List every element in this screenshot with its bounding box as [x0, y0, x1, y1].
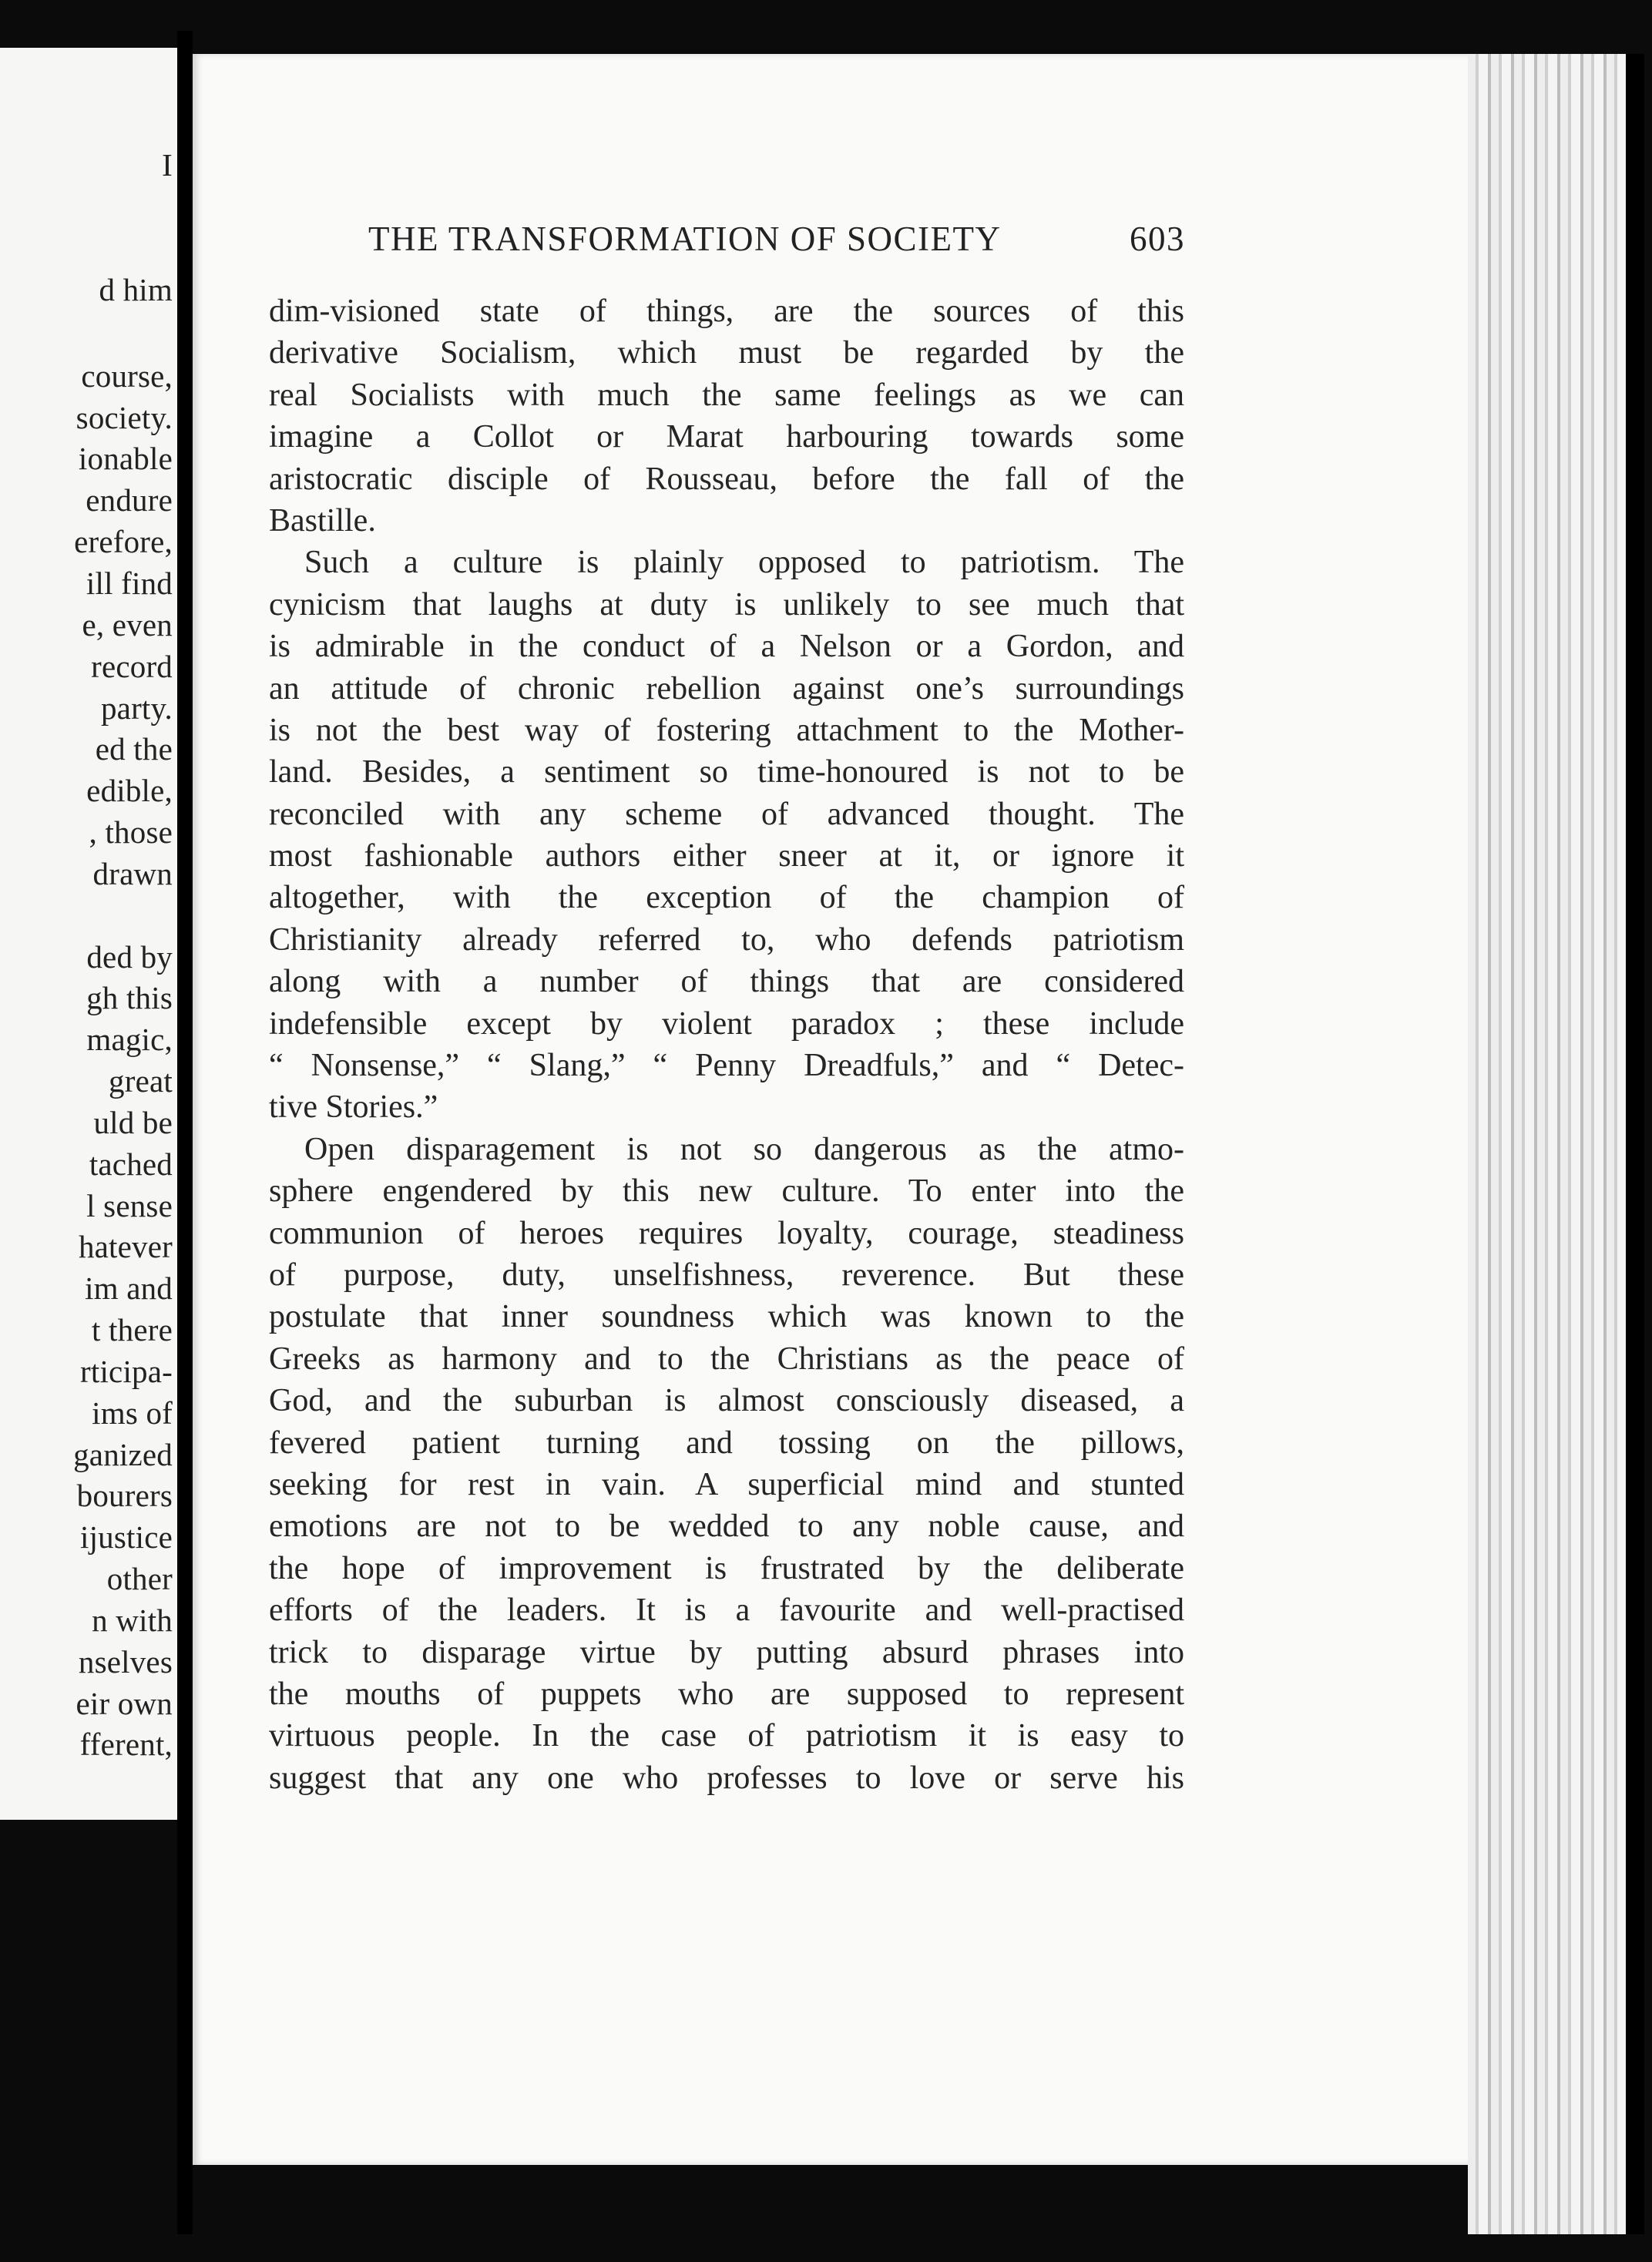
text-line: trick to disparage virtue by putting absurd phrases into	[269, 1634, 1184, 1670]
left-page-line: tached	[89, 1146, 173, 1182]
previous-page-fragment	[0, 48, 177, 1820]
left-page-line: , those	[89, 814, 173, 850]
left-page-line: d him	[99, 272, 173, 307]
left-page-line: drawn	[92, 856, 173, 891]
left-page-line: edible,	[86, 773, 173, 808]
left-page-line: bourers	[76, 1478, 173, 1513]
text-line: real Socialists with much the same feelings as we can	[269, 377, 1184, 413]
text-line: altogether, with the exception of the champion of	[269, 880, 1184, 916]
text-line: communion of heroes requires loyalty, courage, steadiness	[269, 1215, 1184, 1251]
left-page-line: l sense	[86, 1188, 173, 1223]
left-page-line: society.	[76, 400, 173, 435]
left-page-line: nselves	[78, 1644, 173, 1680]
left-page-line: great	[109, 1063, 173, 1099]
text-line: indefensible except by violent paradox ; these include	[269, 1005, 1184, 1042]
left-page-line: magic,	[86, 1022, 173, 1057]
left-page-line: I	[162, 147, 173, 183]
left-page-line: e, even	[82, 607, 173, 643]
text-line: sphere engendered by this new culture. To enter into the	[269, 1173, 1184, 1210]
left-page-line: endure	[86, 482, 173, 518]
left-page-line: uld be	[93, 1105, 173, 1140]
text-line: land. Besides, a sentiment so time-honoured is not to be	[269, 754, 1184, 790]
left-page-line: rticipa-	[80, 1354, 173, 1389]
body-text	[269, 290, 1184, 1799]
left-page-line: eir own	[76, 1686, 173, 1721]
text-line: dim-visioned state of things, are the sources of this	[269, 294, 1184, 329]
running-head	[368, 219, 1185, 265]
text-line: Greeks as harmony and to the Christians as the peace of	[269, 1341, 1184, 1377]
text-line: aristocratic disciple of Rousseau, before the fall of the	[269, 461, 1184, 497]
text-line: of purpose, duty, unselfishness, reverence. But these	[269, 1257, 1184, 1293]
left-page-line: fferent,	[79, 1727, 173, 1762]
left-page-line: erefore,	[74, 524, 173, 559]
text-line: emotions are not to be wedded to any noble cause, and	[269, 1509, 1184, 1545]
text-line: Open disparagement is not so dangerous as the atmo-	[304, 1131, 1184, 1167]
text-line: Bastille.	[269, 502, 376, 539]
left-page-line: other	[106, 1561, 173, 1596]
text-line: fevered patient turning and tossing on the pillows,	[269, 1425, 1184, 1461]
text-line: the hope of improvement is frustrated by the deliberate	[269, 1550, 1184, 1586]
left-page-line: hatever	[78, 1229, 173, 1264]
left-page-line: n with	[92, 1603, 173, 1638]
text-line: cynicism that laughs at duty is unlikely to see much that	[269, 586, 1184, 623]
page-number: 603	[1130, 220, 1185, 258]
text-line: Christianity already referred to, who defends patriotism	[269, 921, 1184, 958]
text-line: “ Nonsense,” “ Slang,” “ Penny Dreadfuls,” and “ Detec-	[269, 1048, 1184, 1084]
text-line: an attitude of chronic rebellion against one’s surroundings	[269, 670, 1184, 706]
text-line: is admirable in the conduct of a Nelson or a Gordon, and	[269, 629, 1184, 665]
text-line: reconciled with any scheme of advanced thought. The	[269, 796, 1184, 832]
text-line: God, and the suburban is almost consciously diseased, a	[269, 1383, 1184, 1419]
text-line: Such a culture is plainly opposed to patriotism. The	[304, 545, 1184, 581]
running-title: THE TRANSFORMATION OF SOCIETY	[368, 220, 1002, 258]
text-line: suggest that any one who professes to love or serve his	[269, 1760, 1184, 1796]
left-page-line: ganized	[73, 1437, 173, 1472]
text-line: derivative Socialism, which must be regarded by the	[269, 335, 1184, 371]
left-page-line: ionable	[78, 441, 173, 476]
text-line: most fashionable authors either sneer at it, or ignore it	[269, 838, 1184, 874]
text-line: virtuous people. In the case of patriotism it is easy to	[269, 1718, 1184, 1754]
left-page-line: ded by	[86, 939, 173, 975]
left-page-line: course,	[81, 358, 173, 394]
text-line: imagine a Collot or Marat harbouring towards some	[269, 419, 1184, 455]
text-line: the mouths of puppets who are supposed to represent	[269, 1676, 1184, 1712]
left-page-line: im and	[85, 1270, 173, 1306]
page-edges	[1468, 54, 1626, 2234]
left-page-line: ill find	[86, 566, 173, 601]
left-page-line: ims of	[92, 1395, 173, 1431]
text-line: tive Stories.”	[269, 1089, 438, 1126]
book-gutter	[177, 31, 193, 2234]
left-page-line: party.	[100, 690, 173, 726]
text-line: efforts of the leaders. It is a favourite and well-practised	[269, 1592, 1184, 1629]
text-line: is not the best way of fostering attachment to the Mother-	[269, 712, 1184, 748]
left-page-line: record	[91, 649, 173, 684]
left-page-line: ed the	[95, 731, 173, 767]
text-line: along with a number of things that are considered	[269, 964, 1184, 1000]
text-line: postulate that inner soundness which was known to the	[269, 1299, 1184, 1335]
left-page-line: ijustice	[79, 1519, 173, 1555]
left-page-line: gh this	[86, 980, 173, 1015]
left-page-line: t there	[92, 1312, 173, 1347]
text-line: seeking for rest in vain. A superficial mind and stunted	[269, 1466, 1184, 1502]
